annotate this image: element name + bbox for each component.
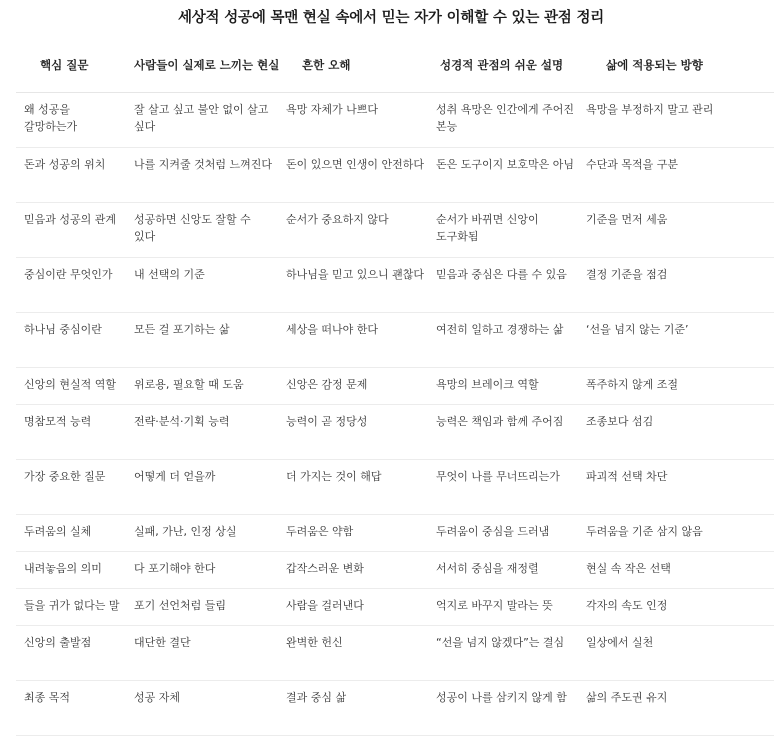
table-row [16,93,774,148]
cell-core-question: 왜 성공을 갈망하는가 [16,93,128,148]
cell-biblical-view: 여전히 일하고 경쟁하는 삶 [430,313,580,368]
cell-misconception: 돈이 있으면 인생이 안전하다 [280,148,430,203]
cell-life-direction: 조종보다 섬김 [580,405,774,460]
cell-real-feeling: 모든 걸 포기하는 삶 [128,313,280,368]
header-life-direction: 삶에 적용되는 방향 [580,38,774,93]
cell-life-direction: 폭주하지 않게 조절 [580,368,774,405]
table-row [16,148,774,203]
table-row [16,589,774,626]
page-title: 세상적 성공에 목맨 현실 속에서 믿는 자가 이해할 수 있는 관점 정리 [177,10,605,26]
cell-misconception: 능력이 곧 정당성 [280,405,430,460]
cell-biblical-view: 욕망의 브레이크 역할 [430,368,580,405]
cell-real-feeling: 위로용, 필요할 때 도움 [128,368,280,405]
table-row [16,258,774,313]
cell-core-question: 들을 귀가 없다는 말 [16,589,128,626]
cell-real-feeling: 어떻게 더 얻을까 [128,460,280,515]
cell-life-direction: 욕망을 부정하지 말고 관리 [580,93,774,148]
cell-misconception: 갑작스러운 변화 [280,552,430,589]
cell-core-question: 명참모적 능력 [16,405,128,460]
table-row [16,203,774,258]
cell-biblical-view: 능력은 책임과 함께 주어짐 [430,405,580,460]
cell-real-feeling: 실패, 가난, 인정 상실 [128,515,280,552]
perspective-table [16,38,774,736]
cell-real-feeling: 전략·분석·기획 능력 [128,405,280,460]
cell-misconception: 사람을 걸러낸다 [280,589,430,626]
cell-misconception: 결과 중심 삶 [280,681,430,736]
cell-life-direction: 결정 기준을 점검 [580,258,774,313]
header-biblical-view: 성경적 관점의 쉬운 설명 [430,38,580,93]
cell-core-question: 믿음과 성공의 관계 [16,203,128,258]
cell-biblical-view: 무엇이 나를 무너뜨리는가 [430,460,580,515]
cell-biblical-view: 서서히 중심을 재정렬 [430,552,580,589]
cell-biblical-view: 성취 욕망은 인간에게 주어진 본능 [430,93,580,148]
cell-life-direction: 수단과 목적을 구분 [580,148,774,203]
cell-misconception: 하나님을 믿고 있으니 괜찮다 [280,258,430,313]
table-row [16,313,774,368]
header-misconception: 흔한 오해 [280,38,430,93]
cell-real-feeling: 성공 자체 [128,681,280,736]
cell-real-feeling: 나를 지켜줄 것처럼 느껴진다 [128,148,280,203]
cell-life-direction: 현실 속 작은 선택 [580,552,774,589]
table-row [16,515,774,552]
cell-life-direction: 일상에서 실천 [580,626,774,681]
table-row [16,368,774,405]
cell-real-feeling: 잘 살고 싶고 불안 없이 살고 싶다 [128,93,280,148]
cell-life-direction: 각자의 속도 인정 [580,589,774,626]
cell-core-question: 중심이란 무엇인가 [16,258,128,313]
cell-misconception: 두려움은 약함 [280,515,430,552]
cell-core-question: 최종 목적 [16,681,128,736]
cell-core-question: 돈과 성공의 위치 [16,148,128,203]
cell-biblical-view: 성공이 나를 삼키지 않게 함 [430,681,580,736]
cell-biblical-view: 순서가 바뀌면 신앙이 도구화됨 [430,203,580,258]
cell-real-feeling: 대단한 결단 [128,626,280,681]
table-row [16,460,774,515]
cell-misconception: 세상을 떠나야 한다 [280,313,430,368]
cell-life-direction: 두려움을 기준 삼지 않음 [580,515,774,552]
table-row [16,405,774,460]
header-real-feeling: 사람들이 실제로 느끼는 현실 [128,38,280,93]
cell-life-direction: 삶의 주도권 유지 [580,681,774,736]
cell-real-feeling: 다 포기해야 한다 [128,552,280,589]
table-row [16,626,774,681]
cell-core-question: 하나님 중심이란 [16,313,128,368]
cell-misconception: 완벽한 헌신 [280,626,430,681]
cell-core-question: 신앙의 출발점 [16,626,128,681]
cell-biblical-view: 믿음과 중심은 다를 수 있음 [430,258,580,313]
cell-misconception: 순서가 중요하지 않다 [280,203,430,258]
cell-misconception: 더 가지는 것이 해답 [280,460,430,515]
table-row [16,681,774,736]
table-header-row [16,38,774,93]
cell-biblical-view: 두려움이 중심을 드러냄 [430,515,580,552]
cell-misconception: 욕망 자체가 나쁘다 [280,93,430,148]
cell-real-feeling: 성공하면 신앙도 잘할 수 있다 [128,203,280,258]
cell-real-feeling: 포기 선언처럼 들림 [128,589,280,626]
cell-core-question: 신앙의 현실적 역할 [16,368,128,405]
cell-biblical-view: 돈은 도구이지 보호막은 아님 [430,148,580,203]
cell-core-question: 가장 중요한 질문 [16,460,128,515]
table-row [16,552,774,589]
cell-life-direction: 기준을 먼저 세움 [580,203,774,258]
cell-misconception: 신앙은 감정 문제 [280,368,430,405]
cell-life-direction: ‘선을 넘지 않는 기준’ [580,313,774,368]
cell-life-direction: 파괴적 선택 차단 [580,460,774,515]
cell-core-question: 두려움의 실체 [16,515,128,552]
cell-real-feeling: 내 선택의 기준 [128,258,280,313]
cell-core-question: 내려놓음의 의미 [16,552,128,589]
cell-biblical-view: “선을 넘지 않겠다”는 결심 [430,626,580,681]
cell-biblical-view: 억지로 바꾸지 말라는 뜻 [430,589,580,626]
header-core-question: 핵심 질문 [16,38,128,93]
table-body [16,93,774,736]
